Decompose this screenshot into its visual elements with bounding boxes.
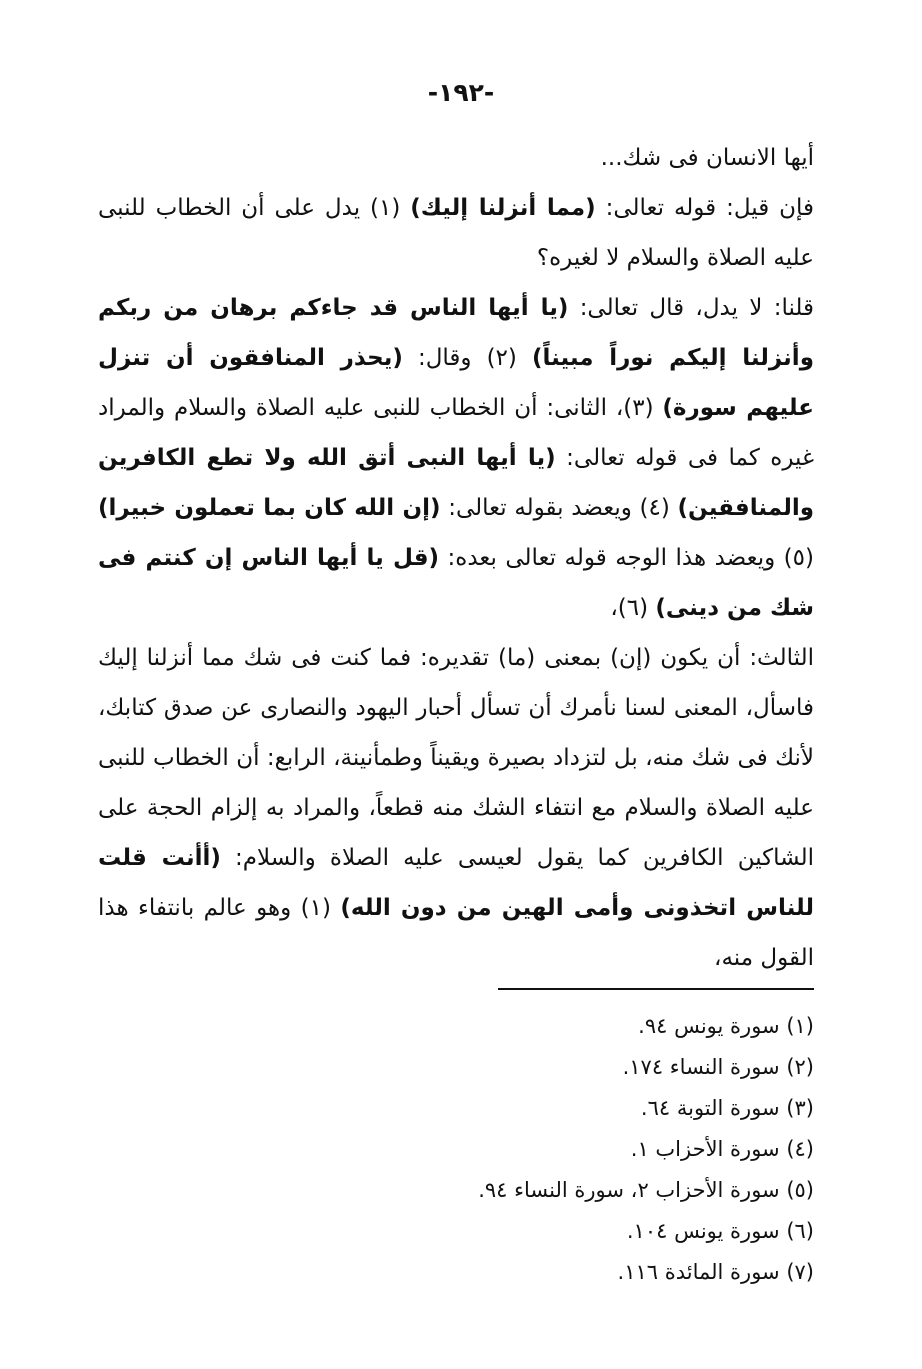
text-segment: (٤) ويعضد بقوله تعالى: bbox=[448, 495, 670, 521]
paragraph bbox=[98, 133, 814, 183]
footnote-item: (٧) سورة المائدة ١١٦. bbox=[617, 1260, 814, 1284]
footnote-item: (٦) سورة يونس ١٠٤. bbox=[626, 1219, 814, 1243]
quran-quote: (إن الله كان بما تعملون خبيرا) bbox=[98, 495, 441, 521]
text-segment: (٢) وقال: bbox=[417, 345, 517, 371]
text-segment: (٦)، bbox=[610, 595, 649, 621]
footnote-item: (٥) سورة الأحزاب ٢، سورة النساء ٩٤. bbox=[478, 1178, 814, 1202]
text-segment: (٣)، الثانى: أن الخطاب للنبى عليه الصلاة والسلام والمراد غيره كما فى قوله تعالى: bbox=[98, 395, 814, 471]
quran-quote: (يا أيها الناس قد جاءكم برهان من ربكم وأنزلنا إليكم نوراً مبيناً) bbox=[98, 295, 814, 371]
text-segment: قلنا: لا يدل، قال تعالى: bbox=[579, 295, 815, 321]
footnotes-list bbox=[314, 1006, 814, 1293]
footnote-item: (١) سورة يونس ٩٤. bbox=[638, 1014, 814, 1038]
text-segment: فإن قيل: قوله تعالى: bbox=[605, 195, 815, 221]
text-segment: أيها الانسان فى شك... bbox=[600, 145, 814, 171]
quran-quote: (أأنت قلت للناس اتخذونى وأمى الهين من دون الله) bbox=[98, 845, 814, 921]
footnote-item: (٢) سورة النساء ١٧٤. bbox=[622, 1055, 814, 1079]
body-text bbox=[98, 133, 814, 983]
text-segment: (٥) ويعضد هذا الوجه قوله تعالى بعده: bbox=[447, 545, 814, 571]
paragraph bbox=[98, 183, 814, 283]
footnote-item: (٣) سورة التوبة ٦٤. bbox=[640, 1096, 814, 1120]
quran-quote: (مما أنزلنا إليك) bbox=[410, 195, 596, 221]
quran-quote: (يا أيها النبى أتق الله ولا تطع الكافرين والمنافقين) bbox=[98, 445, 815, 521]
footnote-item: (٤) سورة الأحزاب ١. bbox=[630, 1137, 814, 1161]
paragraph bbox=[98, 283, 814, 633]
quran-quote: (يحذر المنافقون أن تنزل عليهم سورة) bbox=[98, 345, 814, 421]
paragraph bbox=[98, 633, 814, 983]
text-segment: (١) وهو عالم بانتفاء هذا القول منه، bbox=[98, 895, 814, 971]
text-segment: الثالث: أن يكون (إن) بمعنى (ما) تقديره: فما كنت فى شك مما أنزلنا إليك فاسأل، المعنى لسنا نأمرك أن تسأل أحبار اليهود والنصارى عن صدق كتابك، لأنك فى شك منه، بل لتزداد بصيرة ويقيناً وطمأنينة، الرابع: أن الخطاب للنبى عليه الصلاة والسلام مع انتفاء الشك منه قطعاً، والمراد به إلزام الحجة على الشاكين الكافرين كما يقول لعيسى عليه الصلاة والسلام: bbox=[98, 645, 815, 871]
footnote-divider bbox=[498, 988, 814, 990]
quran-quote: (قل يا أيها الناس إن كنتم فى شك من دينى) bbox=[98, 545, 814, 621]
page-number: -١٩٢- bbox=[427, 78, 495, 107]
text-segment: (١) يدل على أن الخطاب للنبى عليه الصلاة والسلام لا لغيره؟ bbox=[98, 195, 814, 271]
